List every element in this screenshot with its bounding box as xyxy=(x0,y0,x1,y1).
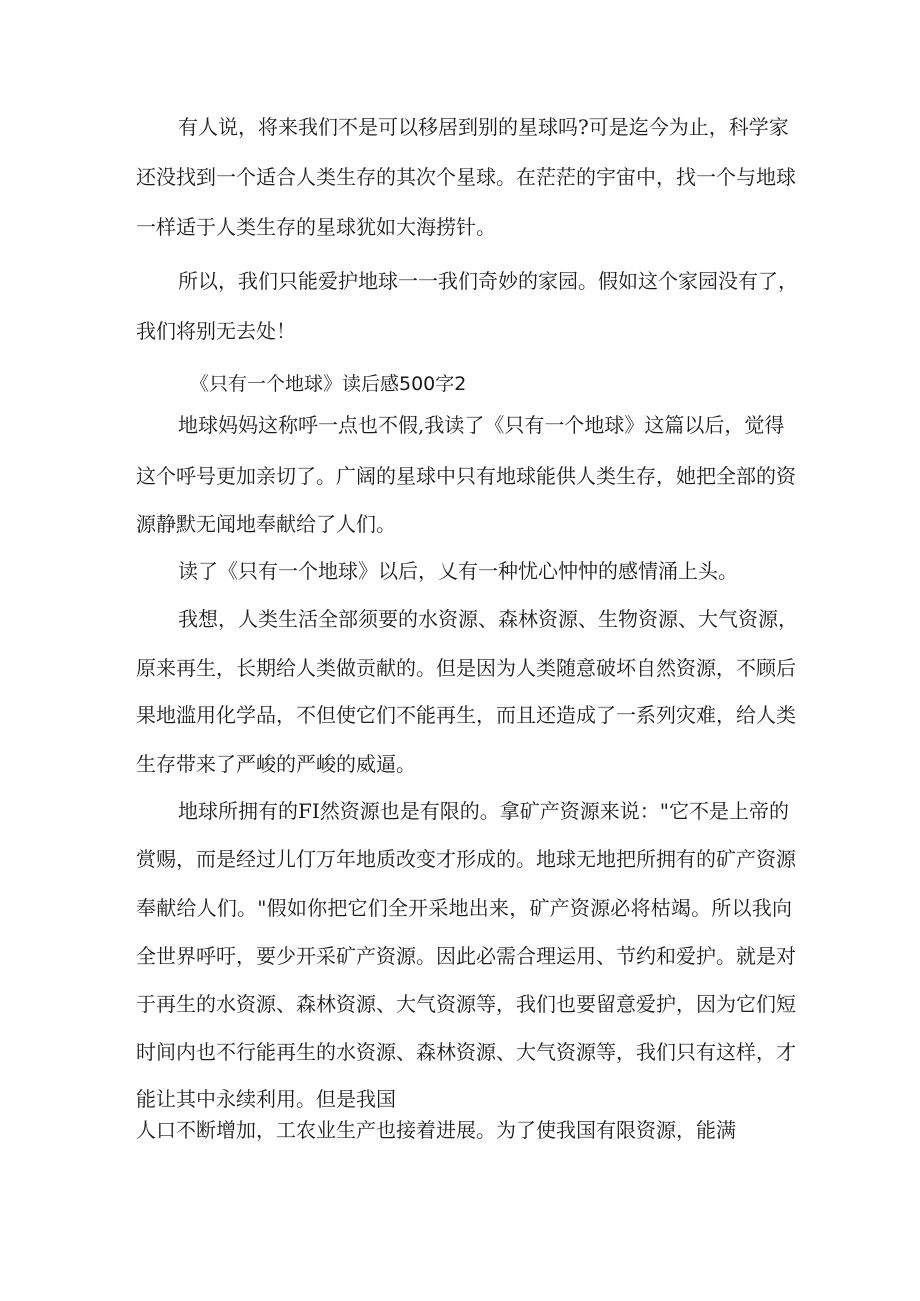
paragraph-6-line-8: 人口不断增加，工农业生产也接着进展。为了使我国有限资源，能满 xyxy=(136,1118,736,1142)
paragraph-6-line-1: 地球所拥有的FI然资源也是有限的。拿矿产资源来说："它不是上帝的 xyxy=(178,799,789,823)
paragraph-5-line-2: 原来再生，长期给人类做贡献的。但是因为人类随意破坏自然资源，不顾后 xyxy=(136,656,796,680)
section-heading: 《只有一个地球》读后感500字2 xyxy=(190,373,467,395)
paragraph-4-line-1: 读了《只有一个地球》以后，乂有一种忧心忡忡的感情涌上头。 xyxy=(178,559,738,583)
paragraph-6-line-3: 奉献给人们。"假如你把它们全开采地出来，矿产资源必将枯竭。所以我向 xyxy=(136,896,792,920)
paragraph-6-line-2: 赏赐，而是经过儿仃万年地质改变才形成的。地球无地把所拥有的矿产资源 xyxy=(136,847,796,871)
paragraph-3-line-3: 源静默无闻地奉献给了人们。 xyxy=(136,512,396,536)
paragraph-6-line-7: 能让其中永续利用。但是我国 xyxy=(136,1087,396,1111)
paragraph-6-line-6: 时间内也不行能再生的水资源、森林资源、大气资源等，我们只有这样，才 xyxy=(136,1040,796,1064)
paragraph-3-line-2: 这个呼号更加亲切了。广阔的星球中只有地球能供人类生存，她把全部的资 xyxy=(136,464,796,488)
paragraph-1-line-1: 有人说，将来我们不是可以移居到别的星球吗?可是迄今为止，科学家 xyxy=(178,115,789,139)
paragraph-2-line-2: 我们将别无去处！ xyxy=(136,319,296,343)
paragraph-5-line-3: 果地滥用化学品，不但使它们不能再生，而且还造成了一系列灾难，给人类 xyxy=(136,703,796,727)
paragraph-1-line-2: 还没找到一个适合人类生存的其次个星球。在茫茫的宇宙中，找一个与地球 xyxy=(136,165,796,189)
paragraph-1-line-3: 一样适于人类生存的星球犹如大海捞针。 xyxy=(136,215,496,239)
paragraph-6-line-4: 全世界呼吁，要少开采矿产资源。因此必需合理运用、节约和爱护。就是对 xyxy=(136,944,796,968)
paragraph-5-line-1: 我想，人类生活全部须要的水资源、森林资源、生物资源、大气资源， xyxy=(178,607,798,631)
paragraph-5-line-4: 生存带来了严峻的严峻的威逼。 xyxy=(136,752,416,776)
paragraph-3-line-1: 地球妈妈这称呼一点也不假,我读了《只有一个地球》这篇以后，觉得 xyxy=(178,413,785,437)
paragraph-2-line-1: 所以，我们只能爱护地球一一我们奇妙的家园。假如这个家园没有了， xyxy=(178,269,798,293)
paragraph-6-line-5: 于再生的水资源、森林资源、大气资源等，我们也要留意爱护，因为它们短 xyxy=(136,992,796,1016)
